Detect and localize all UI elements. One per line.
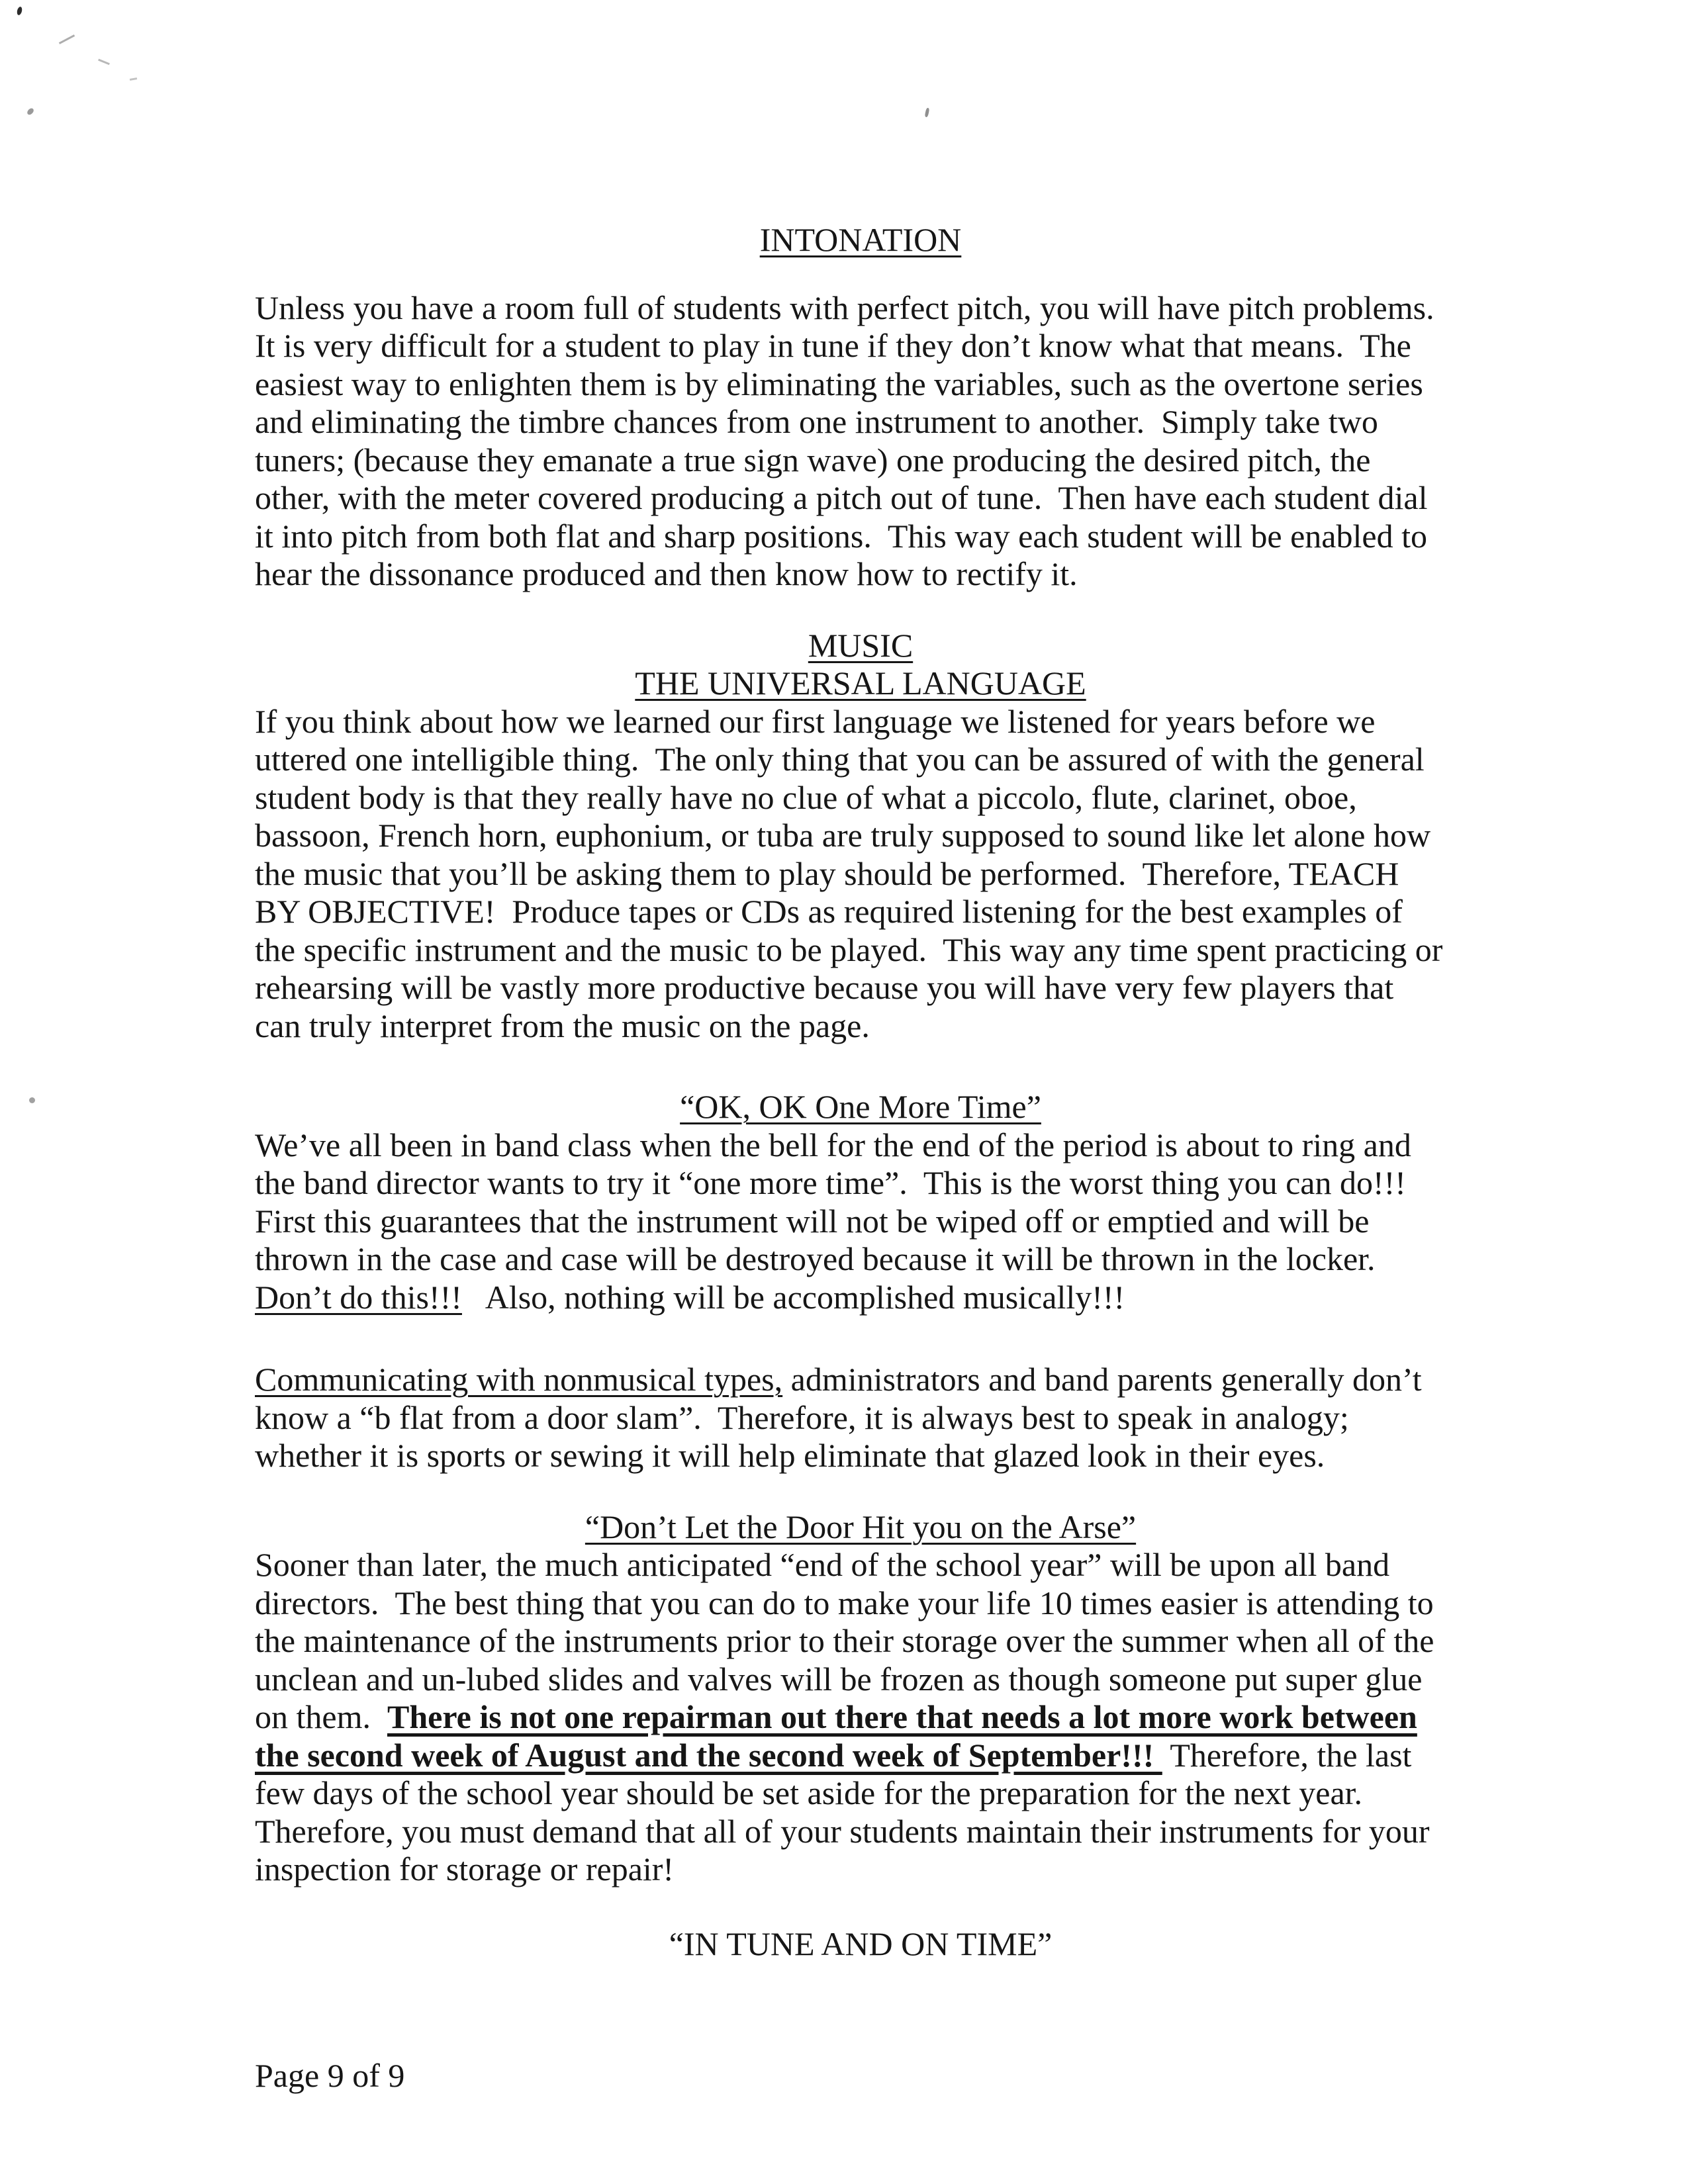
text-line bbox=[255, 1361, 1466, 1399]
scan-speck bbox=[59, 34, 75, 44]
underlined-communicating: Communicating with nonmusical types, bbox=[255, 1361, 783, 1398]
text-line: it into pitch from both flat and sharp positions. This way each student will be enabled to bbox=[255, 517, 1427, 555]
heading-ok-one-more-time-text: “OK, OK One More Time” bbox=[680, 1088, 1041, 1125]
text-line: If you think about how we learned our first language we listened for years before we bbox=[255, 702, 1376, 740]
text-segment: Therefore, the last bbox=[1162, 1736, 1412, 1774]
heading-intonation bbox=[255, 221, 1466, 259]
text-line: the specific instrument and the music to be played. This way any time spent practicing or bbox=[255, 931, 1443, 968]
text-line: the music that you’ll be asking them to play should be performed. Therefore, TEACH bbox=[255, 854, 1399, 892]
paragraph-music bbox=[255, 703, 1466, 1046]
text-line bbox=[255, 1698, 1466, 1737]
heading-ok-one-more-time bbox=[255, 1088, 1466, 1126]
bold-underlined-second-week: the second week of August and the second week of September!!! bbox=[255, 1736, 1162, 1774]
text-line: inspection for storage or repair! bbox=[255, 1850, 675, 1888]
scan-speck bbox=[98, 59, 110, 66]
text-line: and eliminating the timbre chances from one instrument to another. Simply take two bbox=[255, 403, 1378, 440]
text-segment: administrators and band parents generally don’t bbox=[782, 1361, 1422, 1398]
text-line: whether it is sports or sewing it will help eliminate that glazed look in their eyes. bbox=[255, 1437, 1325, 1474]
text-line: First this guarantees that the instrument will not be wiped off or emptied and will be bbox=[255, 1202, 1370, 1240]
heading-door-hit-arse bbox=[255, 1508, 1466, 1547]
heading-in-tune-on-time-text: “IN TUNE AND ON TIME” bbox=[669, 1925, 1053, 1962]
text-segment: on them. bbox=[255, 1698, 387, 1735]
text-line: rehearsing will be vastly more productive because you will have very few players that bbox=[255, 969, 1394, 1006]
text-line bbox=[255, 1737, 1466, 1775]
text-line: Unless you have a room full of students with perfect pitch, you will have pitch problems. bbox=[255, 289, 1434, 326]
text-line: the band director wants to try it “one more time”. This is the worst thing you can do!!! bbox=[255, 1164, 1406, 1201]
scan-speck bbox=[29, 1097, 35, 1103]
heading-universal-language bbox=[255, 664, 1466, 703]
text-line: bassoon, French horn, euphonium, or tuba are truly supposed to sound like let alone how bbox=[255, 817, 1431, 854]
paragraph-communicating bbox=[255, 1361, 1466, 1475]
text-line: the maintenance of the instruments prior to their storage over the summer when all of the bbox=[255, 1622, 1434, 1659]
text-line: uttered one intelligible thing. The only thing that you can be assured of with the general bbox=[255, 741, 1425, 778]
heading-music-text: MUSIC bbox=[808, 626, 914, 664]
scan-speck bbox=[26, 107, 34, 116]
text-line bbox=[255, 1279, 1466, 1317]
text-line: Sooner than later, the much anticipated “end of the school year” will be upon all band bbox=[255, 1546, 1390, 1583]
text-line: can truly interpret from the music on the page. bbox=[255, 1007, 870, 1044]
text-line: It is very difficult for a student to play in tune if they don’t know what that means. The bbox=[255, 327, 1411, 364]
paragraph-intonation bbox=[255, 289, 1466, 594]
text-line: know a “b flat from a door slam”. Therefore, it is always best to speak in analogy; bbox=[255, 1398, 1349, 1436]
text-segment: Also, nothing will be accomplished musically!!! bbox=[461, 1278, 1125, 1316]
paragraph-one-more-time bbox=[255, 1126, 1466, 1317]
text-line: unclean and un-lubed slides and valves will be frozen as though someone put super glue bbox=[255, 1660, 1423, 1698]
text-line: BY OBJECTIVE! Produce tapes or CDs as required listening for the best examples of bbox=[255, 893, 1403, 930]
text-line: directors. The best thing that you can do to make your life 10 times easier is attending to bbox=[255, 1584, 1434, 1621]
scan-speck bbox=[17, 6, 23, 15]
underlined-dont-do-this: Don’t do this!!! bbox=[255, 1278, 462, 1316]
text-line: other, with the meter covered producing a pitch out of tune. Then have each student dial bbox=[255, 479, 1428, 516]
heading-intonation-text: INTONATION bbox=[759, 221, 962, 258]
text-line: easiest way to enlighten them is by eliminating the variables, such as the overtone series bbox=[255, 365, 1423, 402]
paragraph-end-of-year bbox=[255, 1546, 1466, 1889]
text-line: few days of the school year should be set aside for the preparation for the next year. bbox=[255, 1774, 1363, 1811]
heading-door-hit-arse-text: “Don’t Let the Door Hit you on the Arse” bbox=[585, 1508, 1137, 1545]
text-line: thrown in the case and case will be destroyed because it will be thrown in the locker. bbox=[255, 1240, 1376, 1277]
text-line: tuners; (because they emanate a true sign wave) one producing the desired pitch, the bbox=[255, 441, 1371, 478]
heading-in-tune-on-time bbox=[255, 1925, 1466, 1964]
heading-universal-language-text: THE UNIVERSAL LANGUAGE bbox=[635, 664, 1086, 702]
heading-music bbox=[255, 627, 1466, 665]
text-line: Therefore, you must demand that all of your students maintain their instruments for your bbox=[255, 1812, 1430, 1850]
page-content bbox=[255, 0, 1466, 2095]
text-line: student body is that they really have no clue of what a piccolo, flute, clarinet, oboe, bbox=[255, 778, 1357, 816]
page-number: Page 9 of 9 bbox=[255, 2057, 405, 2094]
text-line: hear the dissonance produced and then know how to rectify it. bbox=[255, 555, 1078, 592]
text-line: We’ve all been in band class when the bell for the end of the period is about to ring and bbox=[255, 1126, 1411, 1163]
bold-underlined-repairman: There is not one repairman out there that needs a lot more work between bbox=[387, 1698, 1417, 1735]
scan-speck bbox=[130, 77, 137, 81]
